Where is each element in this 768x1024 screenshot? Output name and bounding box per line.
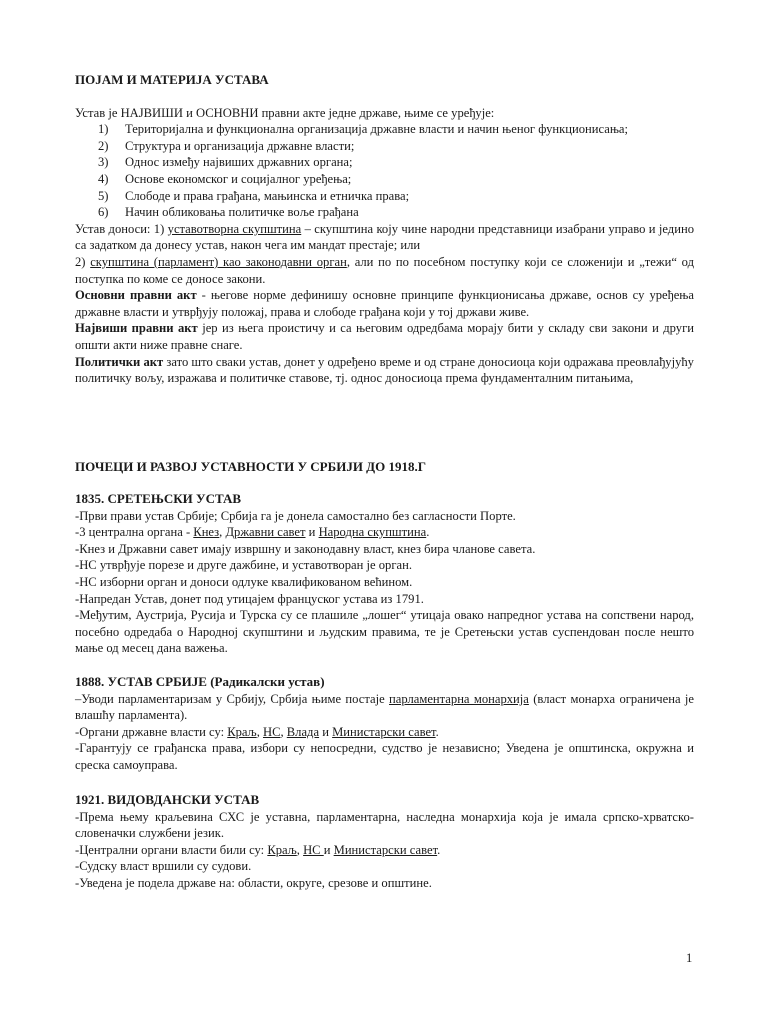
line: -НС изборни орган и доноси одлуке квалификованом већином. <box>75 574 413 589</box>
section-title: 1921. ВИДОВДАНСКИ УСТАВ <box>75 792 260 807</box>
list-item: 4) Основе економског и социјалног уређења; <box>98 171 352 186</box>
list-item: 1) Територијална и функционална организација државне власти и начин њеног функционисања; <box>98 122 629 137</box>
list-item: 6) Начин обликовања политичке воље грађана <box>98 205 359 220</box>
section-title: ПОЈАМ И МАТЕРИЈА УСТАВА <box>75 72 269 87</box>
section-pojam <box>75 72 694 387</box>
section-vidovdanski <box>75 792 694 892</box>
line: -Органи државне власти су: Краљ, НС, Влада и Министарски савет. <box>75 724 439 739</box>
list-item: 3) Однос између највиших државних органа; <box>98 155 353 170</box>
paragraph: Највиши правни акт јер из њега проистичу и са његовим одредбама морају бити у складу сви закони и други општи акти ниже правне снаге. <box>75 321 695 352</box>
page-number: 1 <box>686 951 693 965</box>
section-sretenjski <box>75 491 694 657</box>
section-title: 1888. УСТАВ СРБИЈЕ (Радикалски устав) <box>75 674 325 689</box>
line: -Напредан Устав, донет под утицајем француског устава из 1791. <box>75 591 424 606</box>
line: -НС утврђује порезе и друге дажбине, и уставотворан је орган. <box>75 558 412 573</box>
section-title: 1835. СРЕТЕЊСКИ УСТАВ <box>75 491 242 506</box>
line: -Први прави устав Србије; Србија га је донела самостално без сагласности Порте. <box>75 508 516 523</box>
line: -Према њему краљевина СХС је уставна, парламентарна, наследна монархија која је имала српско-хрватско-словеначки службени језик. <box>75 809 694 841</box>
section-title: ПОЧЕЦИ И РАЗВОЈ УСТАВНОСТИ У СРБИЈИ ДО 1918.Г <box>75 459 427 474</box>
line: -Централни органи власти били су: Краљ, НС и Министарски савет. <box>75 842 441 857</box>
list-item: 5) Слободе и права грађана, мањинска и етничка права; <box>98 188 410 203</box>
paragraph: 2) скупштина (парламент) као законодавни орган, али по по посебном поступку који се сложенији и „тежи“ од поступка по коме се доносе закони. <box>75 254 694 286</box>
paragraph: Устав доноси: 1) уставотворна скупштина – скупштина коју чине народни представници изабрани управо и једино са задатком да донесу устав, након чега им мандат престаје; или <box>75 221 694 253</box>
line: -Кнез и Државни савет имају извршну и законодавну власт, кнез бира чланове савета. <box>75 541 536 556</box>
list-item: 2) Структура и организација државне власти; <box>98 138 355 153</box>
line: –Уводи парламентаризам у Србију, Србија њиме постаје парламентарна монархија (власт монарха ограничена је влашћу парламента). <box>75 691 694 723</box>
section-radikalski <box>75 674 694 774</box>
line: -Гарантују се грађанска права, избори су непосредни, судство је независно; Уведена је општинска, окружна и среска самоуправа. <box>75 741 694 772</box>
paragraph: Политички акт зато што сваки устав, донет у одређено време и од стране доносиоца који одражава преовлађујућу политичку вољу, изражава и политичке ставове, тј. однос доносиоца према фундаменталним питањима, <box>75 354 694 386</box>
line: -Судску власт вршили су судови. <box>75 859 252 874</box>
line: -Међутим, Аустрија, Русија и Турска су се плашиле „лошег“ утицаја овако напредног устава на сопствени народ, посебно одредаба о Народној скупштини и људским правима, те је Сретењски устав суспендован после нешто мање од месец дана важења. <box>75 608 694 656</box>
paragraph: Основни правни акт - његове норме дефинишу основне принципе функционисања државе, основ су уређења државне власти и утврђују положај, права и слободе грађана који у тој држави живе. <box>75 288 694 319</box>
intro-paragraph: Устав је НАЈВИШИ и ОСНОВНИ правни акте једне државе, њиме се уређује: <box>75 105 495 120</box>
line: -3 централна органа - Кнез, Државни савет и Народна скупштина. <box>75 525 430 540</box>
numbered-list <box>75 121 694 221</box>
line: -Уведена је подела државе на: области, округе, срезове и општине. <box>75 875 432 890</box>
